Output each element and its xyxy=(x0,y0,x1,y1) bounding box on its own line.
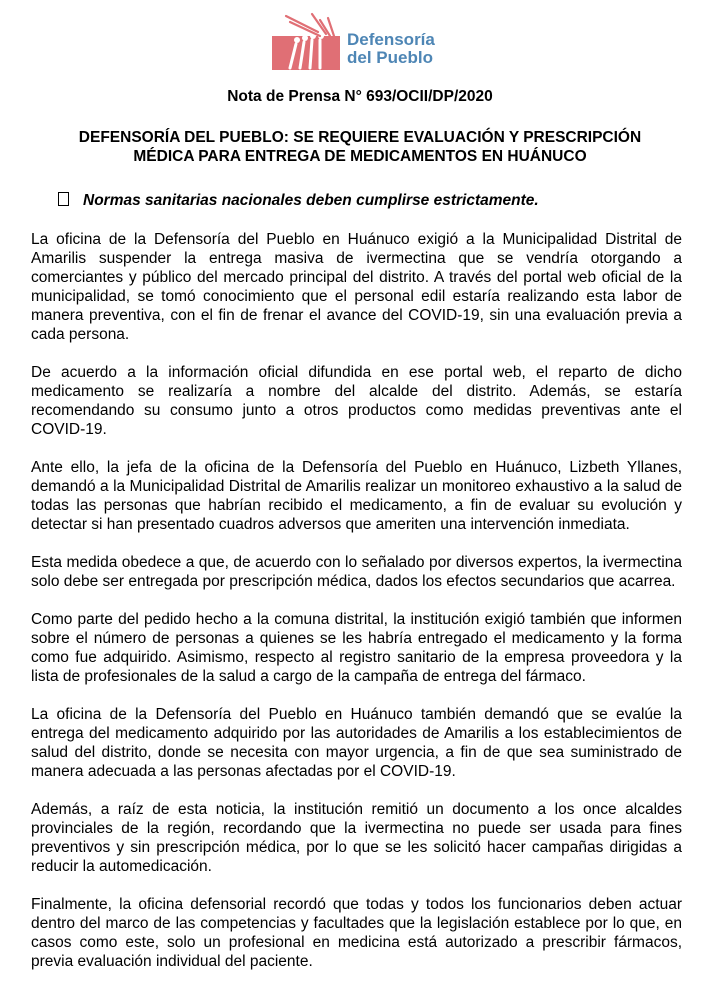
logo-wordmark xyxy=(347,31,435,67)
bullet-text: Normas sanitarias nacionales deben cumplirse estrictamente. xyxy=(83,192,539,209)
paragraph-5: Como parte del pedido hecho a la comuna distrital, la institución exigió también que informen sobre el número de personas a quienes se les habría entregado el medicamento y la forma como fue adquirido. Asimismo, respecto al registro sanitario de la empresa proveedora y la lista de profesionales de la salud a cargo de la campaña de entrega del fármaco. xyxy=(31,611,682,685)
defensoria-logo xyxy=(268,10,448,72)
headline xyxy=(20,128,700,166)
paragraph-8: Finalmente, la oficina defensorial recordó que todas y todos los funcionarios deben actuar dentro del marco de las competencias y facultades que la legislación establece por lo que, en casos como este, solo un profesional en medicina está autorizado a prescribir fármacos, previa evaluación individual del paciente. xyxy=(31,896,682,970)
article-body xyxy=(31,230,682,990)
paragraph-1: La oficina de la Defensoría del Pueblo en Huánuco exigió a la Municipalidad Distrital de Amarilis suspender la entrega masiva de ivermectina que se vendría otorgando a comerciantes y público del mercado principal del distrito. A través del portal web oficial de la municipalidad, se tomó conocimiento que el personal edil estaría realizando esta labor de manera preventiva, con el fin de frenar el avance del COVID-19, sin una evaluación previa a cada persona. xyxy=(31,231,682,343)
headline-line-2: MÉDICA PARA ENTREGA DE MEDICAMENTOS EN HUÁNUCO xyxy=(133,148,587,165)
bullet-box-icon xyxy=(58,192,69,206)
logo-line-1: Defensoría xyxy=(347,30,435,49)
paragraph-2: De acuerdo a la información oficial difundida en ese portal web, el reparto de dicho medicamento se realizaría a nombre del alcalde del distrito. Además, se estaría recomendando su consumo junto a otros productos como medidas preventivas ante el COVID-19. xyxy=(31,364,682,438)
logo-line-2: del Pueblo xyxy=(347,48,433,67)
headline-line-1: DEFENSORÍA DEL PUEBLO: SE REQUIERE EVALUACIÓN Y PRESCRIPCIÓN xyxy=(78,129,642,146)
press-note-number: Nota de Prensa N° 693/OCII/DP/2020 xyxy=(227,88,493,105)
people-emblem-icon xyxy=(268,10,346,72)
bullet-point xyxy=(58,192,539,210)
paragraph-7: Además, a raíz de esta noticia, la institución remitió un documento a los once alcaldes provinciales de la región, recordando que la ivermectina no puede ser usada para fines preventivos y sin prescripción médica, por lo que se les solicitó hacer campañas dirigidas a reducir la automedicación. xyxy=(31,801,682,875)
paragraph-6: La oficina de la Defensoría del Pueblo en Huánuco también demandó que se evalúe la entrega del medicamento adquirido por las autoridades de Amarilis a los establecimientos de salud del distrito, donde se necesita con mayor urgencia, a fin de que sea suministrado de manera adecuada a las personas afectadas por el COVID-19. xyxy=(31,706,682,780)
paragraph-4: Esta medida obedece a que, de acuerdo con lo señalado por diversos expertos, la ivermectina solo debe ser entregada por prescripción médica, dados los efectos secundarios que acarrea. xyxy=(31,554,682,590)
paragraph-3: Ante ello, la jefa de la oficina de la Defensoría del Pueblo en Huánuco, Lizbeth Yllanes, demandó a la Municipalidad Distrital de Amarilis realizar un monitoreo exhaustivo a la salud de todas las personas que habrían recibido el medicamento, a fin de evaluar su evolución y detectar si han presentado cuadros adversos que ameriten una intervención inmediata. xyxy=(31,459,682,533)
